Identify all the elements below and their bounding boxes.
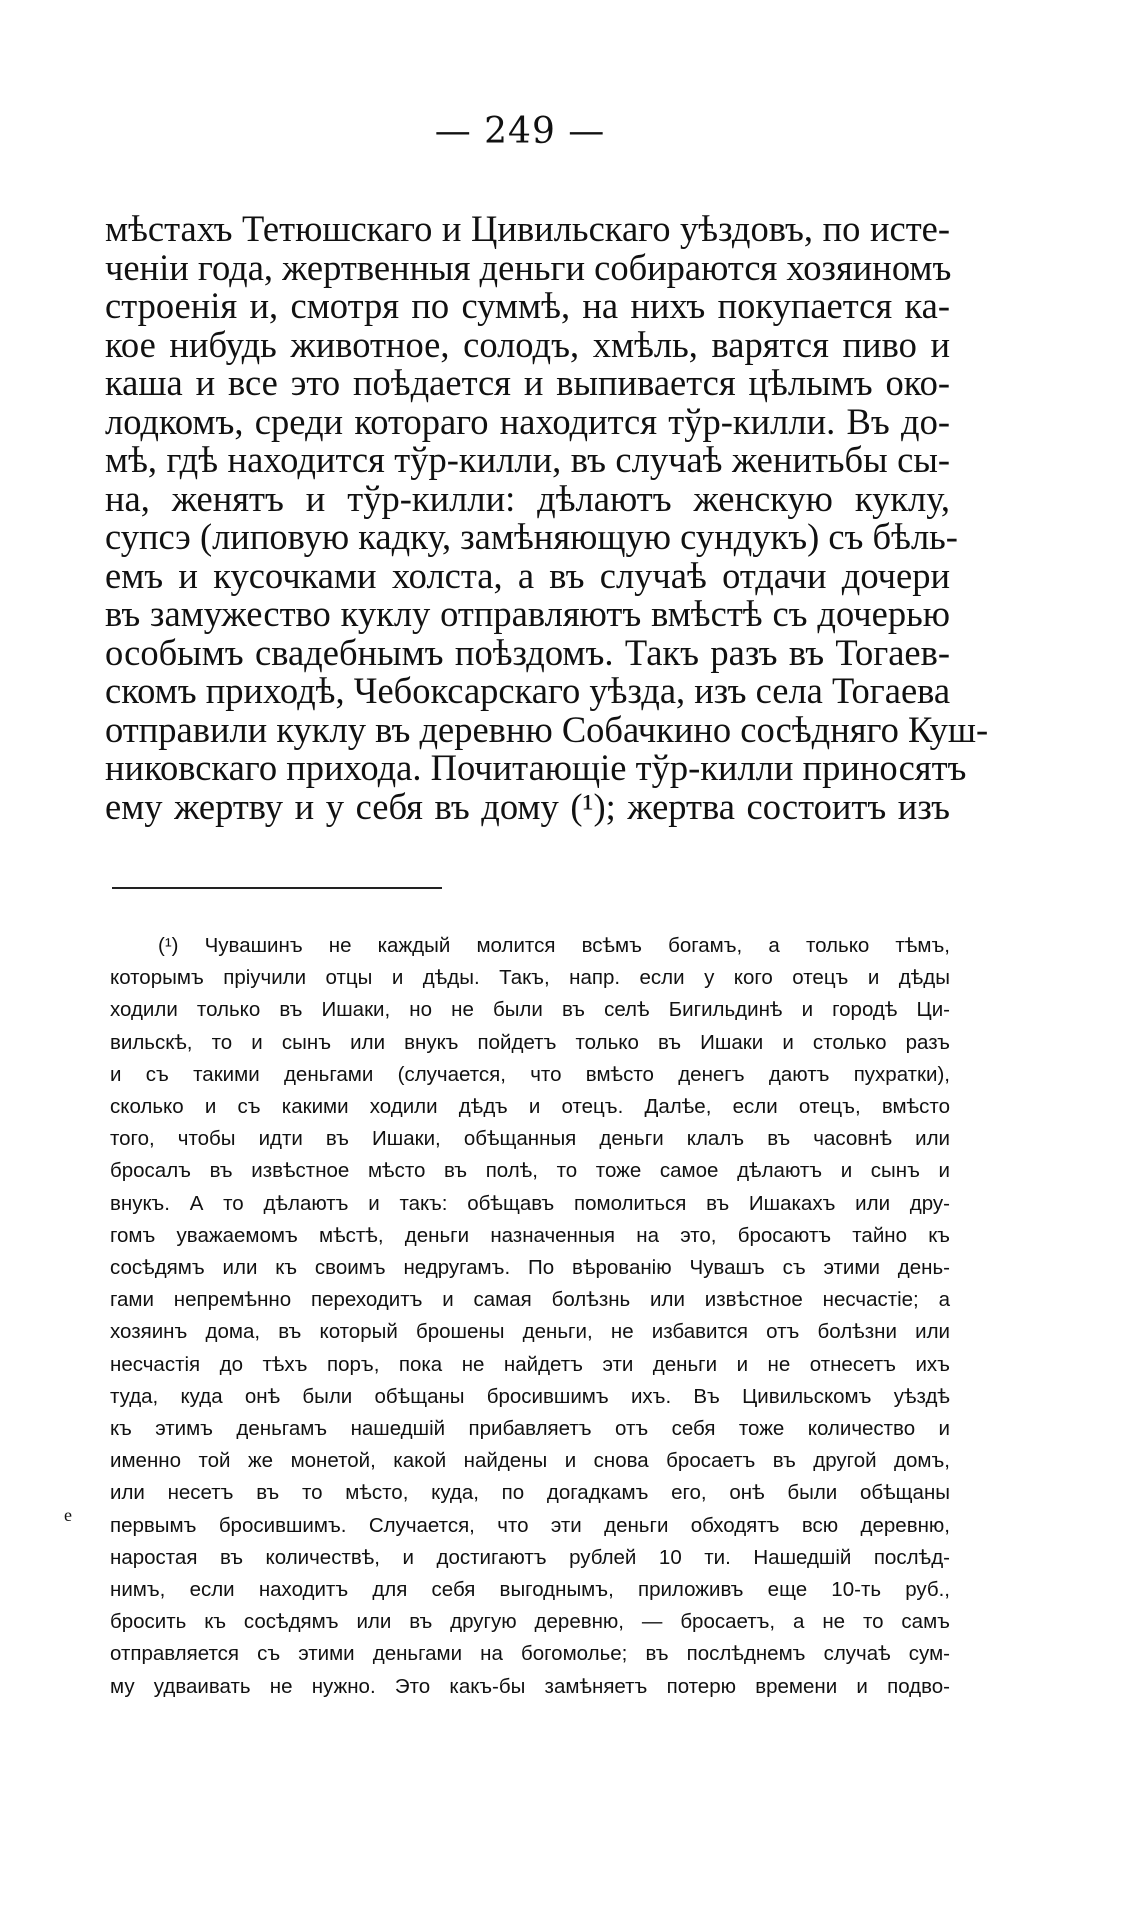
footnote-separator-rule — [112, 887, 442, 889]
footnote-line: сосѣдямъ или къ своимъ недругамъ. По вѣрованію Чувашъ съ этими день- — [110, 1256, 950, 1280]
footnote-line: того, чтобы идти въ Ишаки, обѣщанныя деньги клалъ въ часовнѣ или — [110, 1127, 950, 1151]
footnote-line: къ этимъ деньгамъ нашедшій прибавляетъ отъ себя тоже количество и — [110, 1417, 950, 1441]
footnote-line: гами непремѣнно переходитъ и самая болѣзнь или извѣстное несчастіе; а — [110, 1288, 950, 1312]
main-text-line: отправили куклу въ деревню Собачкино сосѣдняго Куш- — [105, 708, 989, 750]
main-text-line: емъ и кусочками холста, а въ случаѣ отдачи дочери — [105, 554, 950, 596]
footnote-line: бросалъ въ извѣстное мѣсто въ полѣ, то тоже самое дѣлаютъ и сынъ и — [110, 1159, 950, 1183]
main-text-line: въ замужество куклу отправляютъ вмѣстѣ съ дочерью — [105, 593, 950, 634]
footnote-line: наростая въ количествѣ, и достигаютъ рублей 10 ти. Нашедшій послѣд- — [110, 1545, 950, 1569]
footnote-line: нимъ, если находитъ для себя выгоднымъ, приложивъ еще 10-ть руб., — [110, 1578, 950, 1602]
footnote-line: бросить къ сосѣдямъ или въ другую деревню, — бросаетъ, а не то самъ — [110, 1610, 950, 1634]
main-text-line: никовскаго прихода. Почитающіе тўр-килли приносятъ — [105, 747, 967, 788]
main-text-line: скомъ приходѣ, Чебоксарскаго уѣзда, изъ села Тогаева — [105, 670, 951, 711]
footnote-line: внукъ. А то дѣлаютъ и такъ: обѣщавъ помолиться въ Ишакахъ или дру- — [110, 1191, 950, 1215]
footnote-line: гомъ уважаемомъ мѣстѣ, деньги назначенныя на это, бросаютъ тайно къ — [110, 1223, 950, 1247]
main-text-line: мѣстахъ Тетюшскаго и Цивильскаго уѣздовъ, по исте- — [105, 208, 950, 249]
footnote-line: отправляется съ этими деньгами на богомолье; въ послѣднемъ случаѣ сум- — [110, 1642, 950, 1666]
footnote-line: первымъ бросившимъ. Случается, что эти деньги обходятъ всю деревню, — [110, 1513, 950, 1537]
main-text-line: ему жертву и у себя въ дому (¹); жертва состоитъ изъ — [105, 785, 950, 827]
footnote-line: му удваивать не нужно. Это какъ-бы замѣняетъ потерю времени и подво- — [110, 1674, 950, 1698]
footnote-line: сколько и съ какими ходили дѣдъ и отецъ. Далѣе, если отецъ, вмѣсто — [110, 1095, 950, 1119]
footnote-line: (¹) Чувашинъ не каждый молится всѣмъ богамъ, а только тѣмъ, — [158, 934, 950, 957]
footnote-line: или несетъ въ то мѣсто, куда, по догадкамъ его, онѣ были обѣщаны — [110, 1481, 950, 1505]
main-text-line: кое нибудь животное, солодъ, хмѣль, варятся пиво и — [105, 323, 950, 365]
main-text-line: лодкомъ, среди котораго находится тўр-килли. Въ до- — [105, 400, 950, 442]
footnote-line: туда, куда онѣ были обѣщаны бросившимъ ихъ. Въ Цивильскомъ уѣздѣ — [110, 1384, 950, 1408]
main-text-line: ченіи года, жертвенныя деньги собираются хозяиномъ — [105, 246, 952, 288]
main-text-line: особымъ свадебнымъ поѣздомъ. Такъ разъ въ Тогаев- — [105, 631, 950, 673]
main-text-line: мѣ, гдѣ находится тўр-килли, въ случаѣ женитьбы сы- — [105, 439, 950, 480]
footnote-block — [110, 930, 950, 1703]
footnote-line: которымъ пріучили отцы и дѣды. Такъ, напр. если у кого отецъ и дѣды — [110, 966, 950, 990]
footnote-line: несчастія до тѣхъ поръ, пока не найдетъ эти деньги и не отнесетъ ихъ — [110, 1352, 950, 1376]
margin-mark: е — [64, 1505, 72, 1525]
footnote-line: именно той же монетой, какой найдены и снова бросаетъ въ другой домъ, — [110, 1449, 950, 1473]
footnote-line: ходили только въ Ишаки, но не были въ селѣ Бигильдинѣ и городѣ Ци- — [110, 998, 950, 1022]
main-text-line: на, женятъ и тўр-килли: дѣлаютъ женскую куклу, — [105, 477, 950, 519]
main-text-line: каша и все это поѣдается и выпивается цѣлымъ око- — [105, 362, 950, 403]
main-text-line: строенія и, смотря по суммѣ, на нихъ покупается ка- — [105, 285, 950, 326]
footnote-line: хозяинъ дома, въ который брошены деньги, не избавится отъ болѣзни или — [110, 1320, 950, 1344]
main-text-block — [105, 208, 989, 827]
footnote-line: вильскѣ, то и сынъ или внукъ пойдетъ только въ Ишаки и столько разъ — [110, 1030, 950, 1054]
page-number: — 249 — — [434, 111, 606, 152]
footnote-line: и съ такими деньгами (случается, что вмѣсто денегъ даютъ пухратки), — [110, 1062, 950, 1086]
main-text-line: супсэ (липовую кадку, замѣняющую сундукъ) съ бѣль- — [105, 516, 958, 557]
